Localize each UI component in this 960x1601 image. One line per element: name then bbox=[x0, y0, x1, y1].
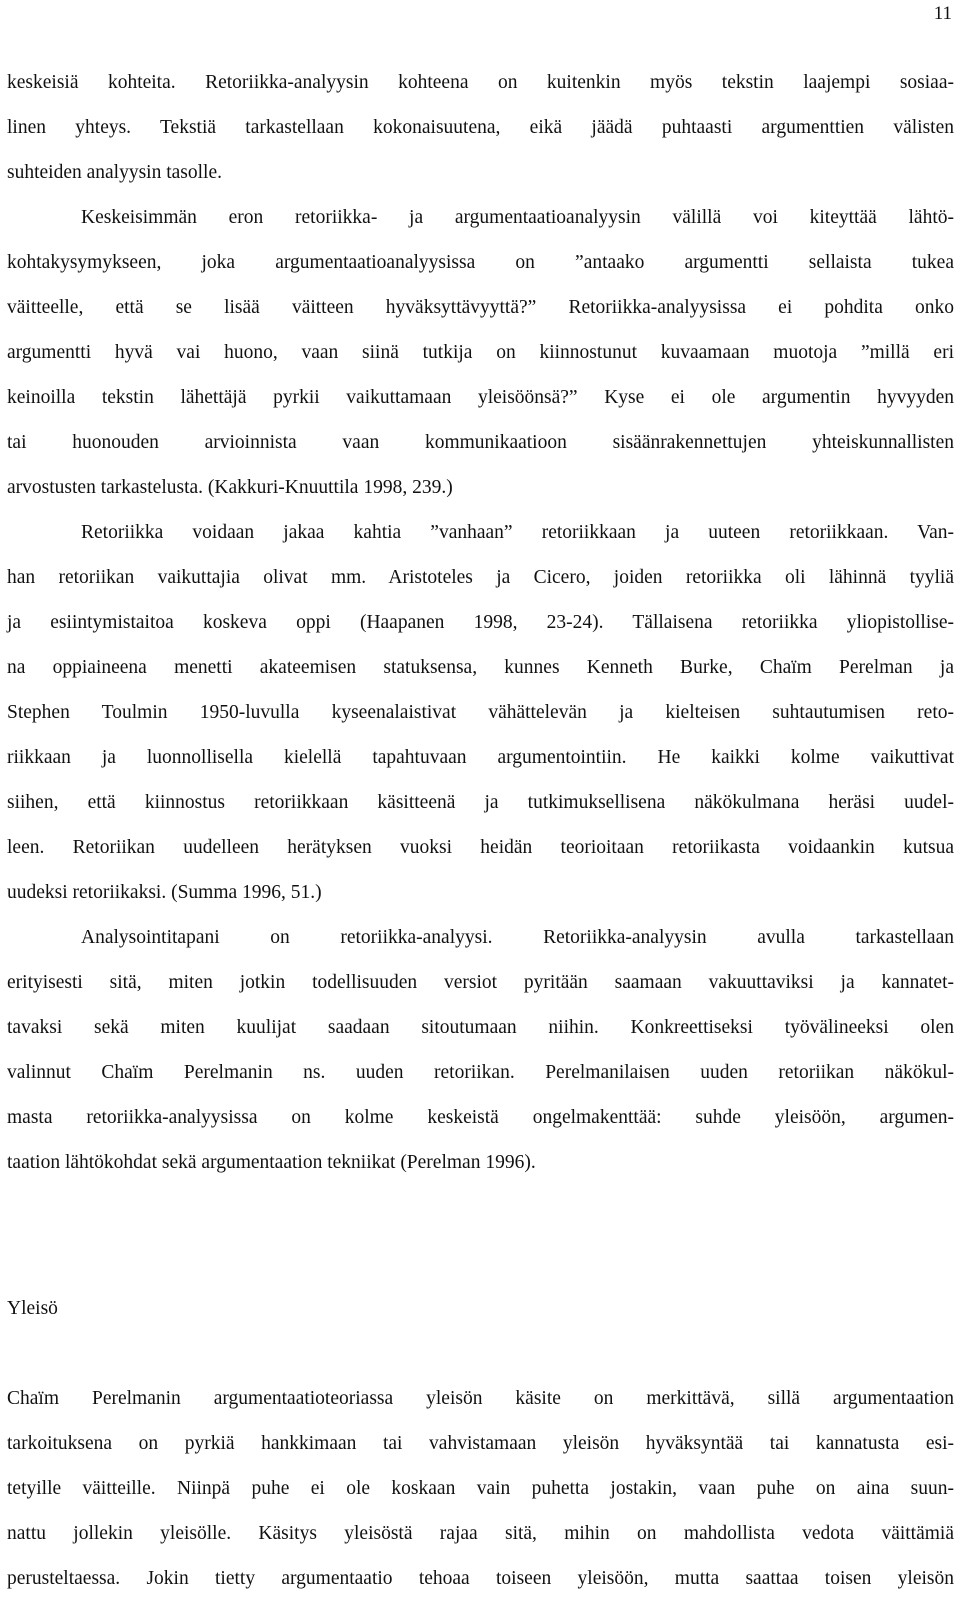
document-body bbox=[7, 60, 954, 1601]
section-heading: Yleisö bbox=[7, 1298, 58, 1319]
paragraph bbox=[7, 195, 954, 510]
text-line: kohtakysymykseen, joka argumentaatioanalyysissa on ”antaako argumentti sellaista tukea bbox=[7, 252, 954, 273]
text-line: väitteelle, että se lisää väitteen hyväksyttävyyttä?” Retoriikka-analyysissa ei pohdita onko bbox=[7, 297, 954, 318]
text-line: arvostusten tarkastelusta. (Kakkuri-Knuuttila 1998, 239.) bbox=[7, 477, 453, 498]
text-line: masta retoriikka-analyysissa on kolme keskeistä ongelmakenttää: suhde yleisöön, argumen- bbox=[7, 1107, 954, 1128]
paragraph bbox=[7, 915, 954, 1185]
paragraph bbox=[7, 510, 954, 915]
text-line: Chaïm Perelmanin argumentaatioteoriassa yleisön käsite on merkittävä, sillä argumentaation bbox=[7, 1388, 954, 1409]
text-line: uudeksi retoriikaksi. (Summa 1996, 51.) bbox=[7, 882, 322, 903]
text-line: taation lähtökohdat sekä argumentaation tekniikat (Perelman 1996). bbox=[7, 1152, 536, 1173]
text-line: keinoilla tekstin lähettäjä pyrkii vaikuttamaan yleisöönsä?” Kyse ei ole argumentin hyvyyden bbox=[7, 387, 954, 408]
text-line: riikkaan ja luonnollisella kielellä tapahtuvaan argumentointiin. He kaikki kolme vaikuttivat bbox=[7, 747, 954, 768]
text-line: tai huonouden arvioinnista vaan kommunikaatioon sisäänrakennettujen yhteiskunnallisten bbox=[7, 432, 954, 453]
paragraph bbox=[7, 60, 954, 195]
text-line: erityisesti sitä, miten jotkin todellisuuden versiot pyritään saamaan vakuuttaviksi ja kannatet- bbox=[7, 972, 954, 993]
text-line: keskeisiä kohteita. Retoriikka-analyysin kohteena on kuitenkin myös tekstin laajempi sosiaa- bbox=[7, 72, 954, 93]
text-line: Retoriikka voidaan jakaa kahtia ”vanhaan” retoriikkaan ja uuteen retoriikkaan. Van- bbox=[81, 522, 954, 543]
text-line: na oppiaineena menetti akateemisen statuksensa, kunnes Kenneth Burke, Chaïm Perelman ja bbox=[7, 657, 954, 678]
text-line: linen yhteys. Tekstiä tarkastellaan kokonaisuutena, eikä jäädä puhtaasti argumenttien välisten bbox=[7, 117, 954, 138]
text-line: argumentti hyvä vai huono, vaan siinä tutkija on kiinnostunut kuvaamaan muotoja ”millä eri bbox=[7, 342, 954, 363]
text-line: suhteiden analyysin tasolle. bbox=[7, 162, 222, 183]
text-line: valinnut Chaïm Perelmanin ns. uuden retoriikan. Perelmanilaisen uuden retoriikan näkökul- bbox=[7, 1062, 954, 1083]
heading-spacer bbox=[7, 1331, 954, 1376]
text-line: tavaksi sekä miten kuulijat saadaan sitoutumaan niihin. Konkreettiseksi työvälineeksi olen bbox=[7, 1017, 954, 1038]
section-spacer bbox=[7, 1185, 954, 1286]
text-line: nattu jollekin yleisölle. Käsitys yleisöstä rajaa sitä, mihin on mahdollista vedota väittämiä bbox=[7, 1523, 954, 1544]
text-line: Analysointitapani on retoriikka-analyysi. Retoriikka-analyysin avulla tarkastellaan bbox=[81, 927, 954, 948]
text-line: leen. Retoriikan uudelleen herätyksen vuoksi heidän teorioitaan retoriikasta voidaankin kutsua bbox=[7, 837, 954, 858]
text-line: Stephen Toulmin 1950-luvulla kyseenalaistivat vähättelevän ja kielteisen suhtautumisen reto- bbox=[7, 702, 954, 723]
text-line: Keskeisimmän eron retoriikka- ja argumentaatioanalyysin välillä voi kiteyttää lähtö- bbox=[81, 207, 954, 228]
text-line: han retoriikan vaikuttajia olivat mm. Aristoteles ja Cicero, joiden retoriikka oli lähinnä tyyliä bbox=[7, 567, 954, 588]
paragraph bbox=[7, 1376, 954, 1601]
page-number: 11 bbox=[933, 3, 952, 24]
text-line: tarkoituksena on pyrkiä hankkimaan tai vahvistamaan yleisön hyväksyntää tai kannatusta esi- bbox=[7, 1433, 954, 1454]
text-line: ja esiintymistaitoa koskeva oppi (Haapanen 1998, 23-24). Tällaisena retoriikka yliopistollise- bbox=[7, 612, 954, 633]
text-line: siihen, että kiinnostus retoriikkaan käsitteenä ja tutkimuksellisena näkökulmana heräsi uudel- bbox=[7, 792, 954, 813]
text-line: perusteltaessa. Jokin tietty argumentaatio tehoaa toiseen yleisöön, mutta saattaa toisen yleisön bbox=[7, 1568, 954, 1589]
text-line: tetyille väitteille. Niinpä puhe ei ole koskaan vain puhetta jostakin, vaan puhe on aina suun- bbox=[7, 1478, 954, 1499]
